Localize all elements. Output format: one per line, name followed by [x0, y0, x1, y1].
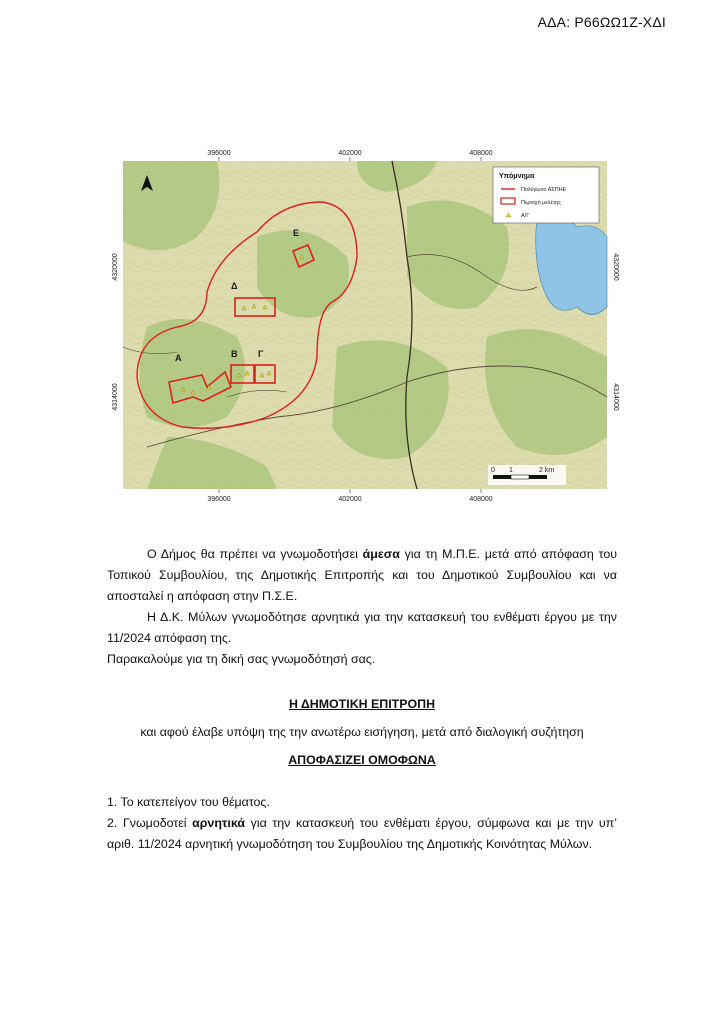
heading-text: Η ΔΗΜΟΤΙΚΗ ΕΠΙΤΡΟΠΗ	[288, 697, 436, 711]
p1-after: για τη Μ.Π.Ε. μετά από απόφαση του Τοπικού Συμβουλίου, της Δημοτικής Επιτροπής και του Δημοτικού Συμβουλίου και να αποσταλεί η απόφαση στην Π.Σ.Ε.	[107, 547, 617, 603]
paragraph-1	[107, 544, 617, 607]
intro-text	[107, 544, 617, 670]
right-tick-1: 4320000	[612, 253, 619, 281]
p1-before: Ο Δήμος θα πρέπει να γνωμοδοτήσει	[147, 547, 363, 561]
left-tick-2: 4314000	[112, 383, 119, 411]
item2-bold: αρνητικά	[192, 816, 245, 830]
map-legend	[493, 167, 599, 223]
item-1: 1. Το κατεπείγον του θέματος.	[107, 795, 270, 809]
item2-before: 2. Γνωμοδοτεί	[107, 816, 193, 830]
bottom-tick-1: 396000	[207, 496, 231, 503]
legend-item-turbine: Α/Γ	[521, 213, 530, 219]
left-tick-1: 4320000	[112, 253, 119, 281]
decision-heading	[107, 750, 617, 771]
item2-after: για την κατασκευή του ενθέματι έργου, σύμφωνα και με την υπ’ αριθ. 11/2024 αρνητική γνωμοδότηση του Συμβουλίου της Δημοτικής Κοινότητας Μύλων.	[107, 816, 617, 851]
ada-code: ΑΔΑ: Ρ66ΩΩ1Ζ-ΧΔΙ	[537, 14, 666, 30]
top-tick-1: 396000	[207, 150, 231, 157]
scale-zero: 0	[491, 467, 495, 474]
p1-bold: άμεσα	[362, 547, 400, 561]
map-svg	[107, 147, 619, 503]
committee-heading	[107, 694, 617, 715]
legend-item-study: Περιοχή μελέτης	[521, 200, 561, 206]
item-2	[107, 813, 617, 855]
decision-text: ΑΠΟΦΑΣΙΖΕΙ ΟΜΟΦΩΝΑ	[288, 753, 436, 767]
top-tick-3: 408000	[469, 150, 493, 157]
study-area-map	[107, 147, 619, 503]
scale-two: 2 km	[539, 467, 555, 474]
right-tick-2: 4314000	[612, 383, 619, 411]
area-label-d: Δ	[231, 281, 238, 291]
paragraph-2: Η Δ.Κ. Μύλων γνωμοδότησε αρνητικά για την κατασκευή του ενθέματι έργου με την 11/2024 απόφαση της.	[107, 610, 617, 645]
legend-item-polygon: Πολύγωνο ΑΣΠΗΕ	[521, 187, 567, 193]
consideration-line: και αφού έλαβε υπόψη της την ανωτέρω εισήγηση, μετά από διαλογική συζήτηση	[140, 725, 584, 739]
top-tick-2: 402000	[338, 150, 362, 157]
area-label-e: Ε	[293, 228, 300, 238]
legend-title: Υπόμνημα	[499, 173, 535, 180]
area-label-a: Α	[175, 353, 182, 363]
area-label-b: Β	[231, 349, 238, 359]
area-label-g: Γ	[258, 349, 264, 359]
decision-items	[107, 792, 617, 855]
scale-one: 1	[509, 467, 513, 474]
scale-bar	[488, 465, 566, 485]
bottom-tick-2: 402000	[338, 496, 362, 503]
bottom-tick-3: 408000	[469, 496, 493, 503]
paragraph-3: Παρακαλούμε για τη δική σας γνωμοδότησή σας.	[107, 652, 376, 666]
